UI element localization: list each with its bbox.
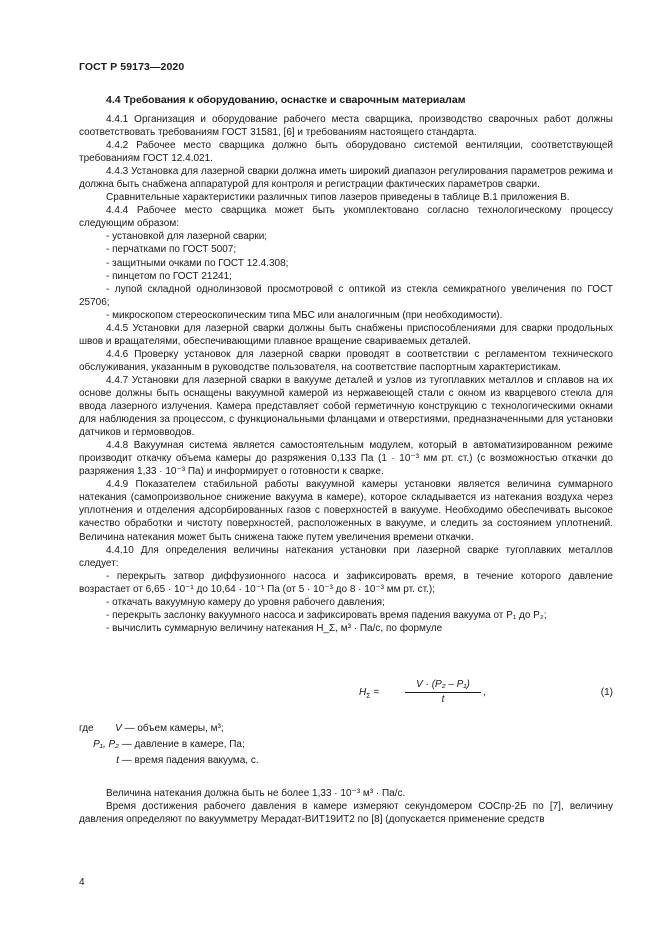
paragraph-lasers-table-ref: Сравнительные характеристики различных типов лазеров приведены в таблице В.1 приложения В. <box>106 192 570 204</box>
paragraph-4-4-4: 4.4.4 Рабочее место сварщика может быть укомплектовано согласно технологическому процессу следующим образом: <box>79 205 613 230</box>
formula-denominator: t <box>441 694 445 706</box>
list-item: - лупой складной однолинзовой просмотровой с оптикой из стекла семикратного увеличения по ГОСТ 25706; <box>79 283 613 308</box>
formula-legend <box>79 721 259 769</box>
legend-symbol: P₁, P₂ <box>93 739 119 750</box>
document-body <box>79 113 613 826</box>
paragraph-4-4-6: 4.4.6 Проверку установок для лазерной сварки проводят в соответствии с регламентом технического обслуживания, указанным в руководстве пользователя, на соответствие паспортным характеристикам. <box>79 348 613 373</box>
formula-1 <box>79 678 613 708</box>
document-header: ГОСТ Р 59173—2020 <box>79 61 185 73</box>
list-item: - пинцетом по ГОСТ 21241; <box>106 270 232 282</box>
list-item: - микроскопом стереоскопическим типа МБС или аналогичным (при необходимости). <box>106 309 503 321</box>
formula-number: (1) <box>600 687 613 698</box>
legend-symbol: V <box>115 723 122 734</box>
paragraph-4-4-10: 4.4.10 Для определения величины натекания установки при лазерной сварке тугоплавких металлов следует: <box>79 544 613 569</box>
paragraph-4-4-8: 4.4.8 Вакуумная система является самостоятельным модулем, который в автоматизированном режиме производит откачку объема камеры до разряжения 0,133 Па (1 · 10⁻³ мм рт. ст.) (с возможностью откачки до разряжения 1,33 · 10⁻³ Па) и информирует о готовности к сварке. <box>79 440 613 478</box>
paragraph-4-4-1: 4.4.1 Организация и оборудование рабочего места сварщика, производство сварочных работ должны соответствовать требованиям ГОСТ 31581, [6] и требованиям настоящего стандарта. <box>79 114 613 139</box>
paragraph-4-4-9: 4.4.9 Показателем стабильной работы вакуумной камеры установки является величина суммарного натекания (самопроизвольное снижение вакуума в камере), которое складывается из натекания воздуха через уплотнения и отделения адсорбированных газов с поверхностей в вакууме. Необходимо обеспечивать высокое качество обработки и чистоту поверхностей, расположенных в вакууме, и следить за состоянием уплотнений. Величина натекания может быть снижена также путем увеличения времени откачки. <box>79 479 613 543</box>
formula-numerator: V · (P₂ – P₁) <box>405 678 481 693</box>
paragraph-4-4-5: 4.4.5 Установки для лазерной сварки должны быть снабжены приспособлениями для сварки продольных швов и вращателями, обеспечивающими плавное вращение свариваемых деталей. <box>79 322 613 347</box>
legend-desc: — время падения вакуума, с. <box>121 755 259 766</box>
list-item: - откачать вакуумную камеру до уровня рабочего давления; <box>106 596 385 608</box>
paragraph-leak-limit: Величина натекания должна быть не более 1,33 · 10⁻³ м³ · Па/с. <box>106 788 406 799</box>
formula-fraction <box>405 678 481 706</box>
legend-symbol: t <box>116 755 119 766</box>
formula-tail: , <box>483 687 486 698</box>
section-title: 4.4 Требования к оборудованию, оснастке и сварочным материалам <box>106 94 466 106</box>
list-item: - перчатками по ГОСТ 5007; <box>106 244 237 256</box>
list-item: - установкой для лазерной сварки; <box>106 231 268 243</box>
list-item: - перекрыть затвор диффузионного насоса и зафиксировать время, в течение которого давление возрастает от 6,65 · 10⁻¹ до 10,64 · 10⁻¹ Па (от 5 · 10⁻³ до 8 · 10⁻³ мм рт. ст.); <box>79 570 613 595</box>
legend-desc: — давление в камере, Па; <box>121 739 245 750</box>
legend-row <box>79 753 259 769</box>
paragraph-4-4-2: 4.4.2 Рабочее место сварщика должно быть оборудовано системой вентиляции, соответствующей требованиям ГОСТ 12.4.021. <box>79 140 613 165</box>
paragraph-4-4-3: 4.4.3 Установка для лазерной сварки должна иметь широкий диапазон регулирования параметров режима и должна быть снабжена аппаратурой для контроля и регистрации фактических параметров сварки. <box>79 166 613 191</box>
formula-lhs: $H_\Sigma$ = <box>359 687 380 700</box>
list-item: - перекрыть заслонку вакуумного насоса и зафиксировать время падения вакуума от P₁ до P₂; <box>106 609 547 621</box>
paragraph-time-measure: Время достижения рабочего давления в камере измеряют секундомером СОСпр-2Б по [7], величину давления определяют по вакуумметру Мерадат-ВИТ19ИТ2 по [8] (допускается применение средств <box>79 801 613 826</box>
page-number: 4 <box>79 877 85 888</box>
legend-row <box>79 737 259 753</box>
list-item: - вычислить суммарную величину натекания H_Σ, м³ · Па/с, по формуле <box>106 622 443 634</box>
legend-where-label: где <box>79 723 94 734</box>
paragraph-4-4-7: 4.4.7 Установки для лазерной сварки в вакууме деталей и узлов из тугоплавких металлов и сплавов на их основе должны быть оснащены вакуумной камерой из нержавеющей стали с окном из кварцевого стекла для ввода лазерного излучения. Камера представляет собой герметичную конструкцию с технологическими окнами для наблюдения за процессом, с функциональными фланцами и отверстиями, предназначенными для установки датчиков и гермовводов. <box>79 374 613 439</box>
legend-desc: — объем камеры, м³; <box>124 723 224 734</box>
list-item: - защитными очками по ГОСТ 12.4.308; <box>106 257 289 269</box>
legend-row <box>79 721 259 737</box>
